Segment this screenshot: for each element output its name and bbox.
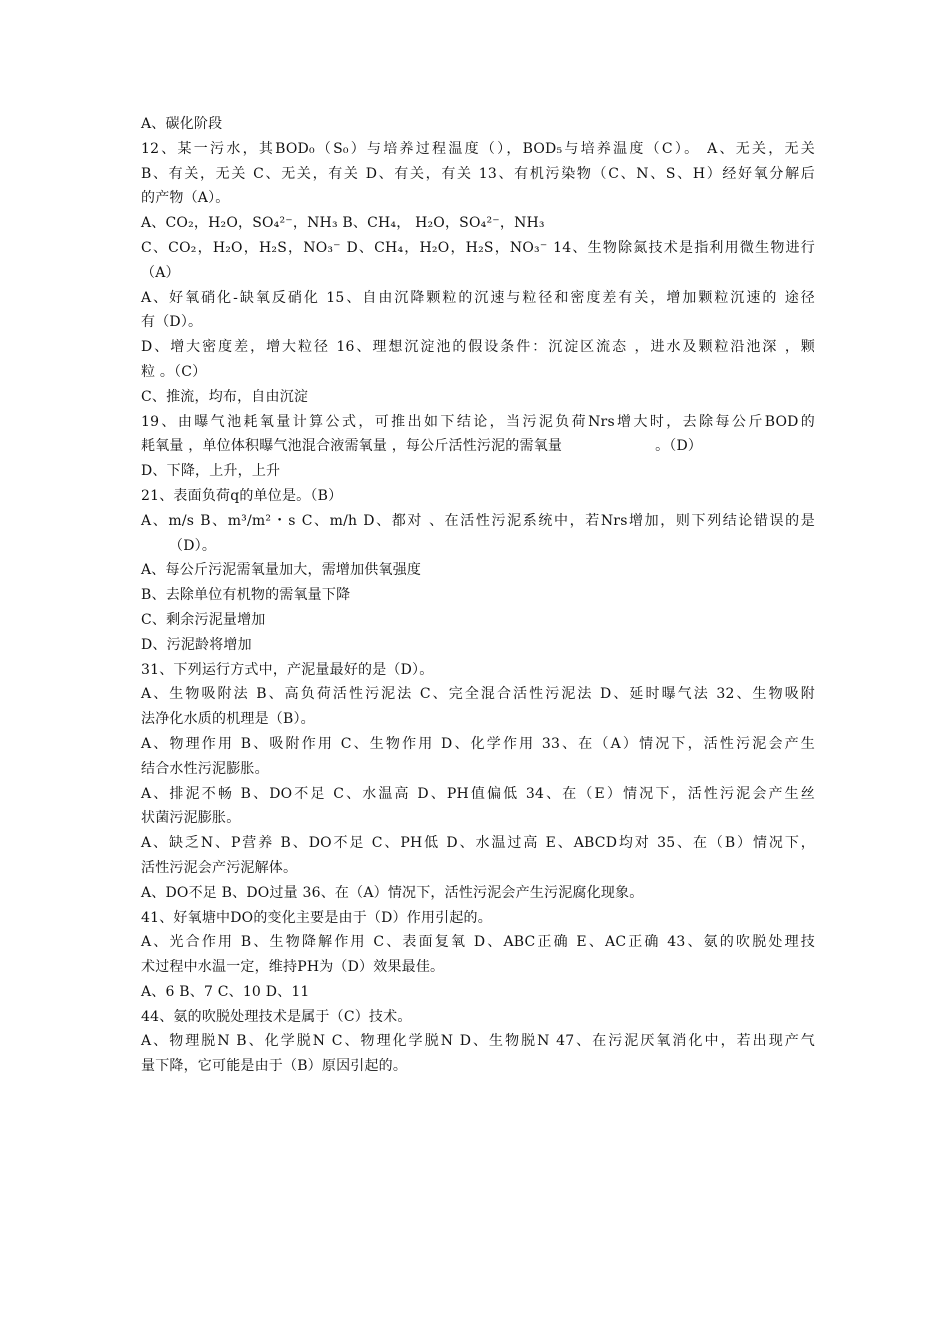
text-line: 41、好氧塘中DO的变化主要是由于（D）作用引起的。 (141, 909, 492, 926)
text-line: 19、由曝气池耗氧量计算公式，可推出如下结论，当污泥负荷Nrs增大时，去除每公斤BOD的 (141, 413, 815, 430)
text-line: C、剩余污泥量增加 (141, 611, 266, 628)
text-line: 活性污泥会产污泥解体。 (141, 859, 298, 876)
text-line: A、6 B、7 C、10 D、11 (141, 983, 310, 1000)
text-line: A、光合作用 B、生物降解作用 C、表面复氧 D、ABC正确 E、AC正确 43、氨的吹脱处理技 (141, 934, 815, 951)
text-line: C、推流，均布，自由沉淀 (141, 388, 309, 405)
text-line: A、每公斤污泥需氧量加大，需增加供氧强度 (141, 562, 422, 579)
text-line: 状菌污泥膨胀。 (141, 810, 241, 827)
document-body (141, 112, 815, 1079)
text-line: A、DO不足 B、DO过量 36、在（A）情况下，活性污泥会产生污泥腐化现象。 (141, 884, 644, 901)
text-line: A、好氧硝化-缺氧反硝化 15、自由沉降颗粒的沉速与粒径和密度差有关，增加颗粒沉速的 途径 (141, 289, 815, 306)
text-line: A、物理脱N B、化学脱N C、物理化学脱N D、生物脱N 47、在污泥厌氧消化中，若出现产气 (141, 1033, 815, 1050)
text-line: 有（D）。 (141, 314, 203, 331)
text-line: A、m/s B、m³/m²・s C、m/h D、都对 、在活性污泥系统中，若Nrs增加，则下列结论错误的是 (141, 512, 815, 529)
text-line: D、增大密度差，增大粒径 16、理想沉淀池的假设条件：沉淀区流态 ，进水及颗粒沿池深 ，颗 (141, 339, 815, 356)
text-line: （D）。 (169, 537, 217, 554)
text-line: 44、氨的吹脱处理技术是属于（C）技术。 (141, 1008, 412, 1025)
text-line: 31、下列运行方式中，产泥量最好的是（D）。 (141, 661, 434, 678)
text-line: 量下降，它可能是由于（B）原因引起的。 (141, 1058, 408, 1075)
text-line: 法净化水质的机理是（B）。 (141, 711, 315, 728)
text-line: B、去除单位有机物的需氧量下降 (141, 587, 351, 604)
text-line: B、有关，无关 C、无关，有关 D、有关，有关 13、有机污染物（C、N、S、H）经好氧分解后 (141, 165, 815, 182)
text-line: 21、表面负荷q的单位是。（B） (141, 487, 343, 504)
text-line: D、污泥龄将增加 (141, 636, 252, 653)
text-line: A、排泥不畅 B、DO不足 C、水温高 D、PH值偏低 34、在（E）情况下，活性污泥会产生丝 (141, 785, 815, 802)
text-line: 的产物（A）。 (141, 190, 230, 207)
text-line: 术过程中水温一定，维持PH为（D）效果最佳。 (141, 959, 445, 976)
text-line: 耗氧量 ，单位体积曝气池混合液需氧量 ，每公斤活性污泥的需氧量 。（D） (141, 438, 703, 455)
text-line: A、碳化阶段 (141, 116, 223, 132)
text-line: 粒 。（C） (141, 363, 207, 380)
text-line: 12、某一污水，其BOD₀（S₀）与培养过程温度（），BOD₅与培养温度（C）。 A、无关，无关 (141, 140, 815, 157)
text-line: C、CO₂，H₂O，H₂S，NO₃⁻ D、CH₄，H₂O，H₂S，NO₃⁻ 14、生物除氮技术是指利用微生物进行 (141, 239, 815, 256)
text-line: A、物理作用 B、吸附作用 C、生物作用 D、化学作用 33、在（A）情况下，活性污泥会产生 (141, 735, 815, 752)
text-line: （A） (141, 264, 180, 281)
text-line: D、下降，上升，上升 (141, 463, 281, 480)
text-line: 结合水性污泥膨胀。 (141, 760, 269, 777)
text-line: A、生物吸附法 B、高负荷活性污泥法 C、完全混合活性污泥法 D、延时曝气法 32、生物吸附 (141, 686, 815, 703)
text-line: A、缺乏N、P营养 B、DO不足 C、PH低 D、水温过高 E、ABCD均对 35、在（B）情况下， (141, 835, 815, 852)
text-line: A、CO₂，H₂O，SO₄²⁻，NH₃ B、CH₄， H₂O，SO₄²⁻，NH₃ (141, 215, 545, 232)
